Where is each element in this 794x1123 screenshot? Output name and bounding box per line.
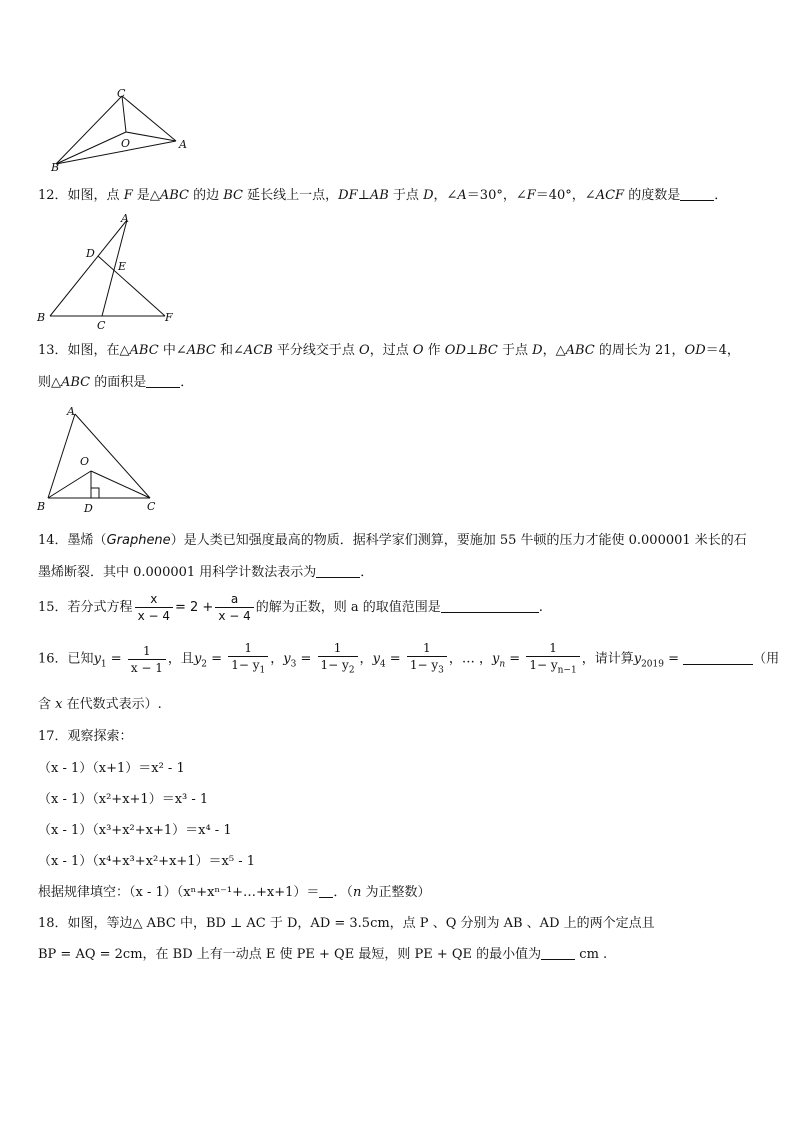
q12-text: 如图，点 — [67, 188, 124, 203]
label-c: C — [147, 500, 156, 513]
q16-text: = — [505, 651, 525, 667]
q12-text: 的边 — [189, 188, 224, 203]
q17-text: 根据规律填空：（x - 1）（xⁿ+xⁿ⁻¹+…+x+1）＝ — [38, 885, 320, 900]
q12-var: ACF — [595, 188, 625, 203]
answer-blank-15[interactable] — [441, 600, 539, 613]
fraction-numerator: 1 — [407, 640, 447, 657]
figure-q13 — [34, 402, 164, 516]
q13-var: D — [532, 343, 543, 358]
label-b: B — [37, 311, 46, 324]
q13-text: 的周长为 21， — [594, 343, 685, 358]
label-c: C — [117, 87, 126, 100]
q13-var: OD — [684, 343, 706, 358]
q16-text: 已知 — [67, 651, 94, 667]
label-f: F — [165, 311, 173, 324]
q16-text: ，请计算 — [581, 651, 634, 667]
answer-blank-14[interactable] — [316, 565, 360, 578]
label-d: D — [84, 502, 93, 515]
question-13-line-1 — [38, 343, 740, 359]
q12-text: ＝40°，∠ — [535, 188, 596, 203]
label-d: D — [86, 247, 95, 260]
q13-text: ，△ — [542, 343, 566, 358]
question-14-line-1 — [38, 533, 747, 549]
label-o: O — [121, 137, 131, 150]
q13-text: ． — [180, 375, 194, 390]
label-c: C — [97, 319, 106, 332]
q16-sub: 2 — [201, 659, 208, 670]
fraction-y4 — [407, 640, 447, 678]
q12-text: ＝30°，∠ — [466, 188, 527, 203]
q12-text: ． — [714, 188, 728, 203]
q15-text: 若分式方程 — [67, 600, 133, 615]
q16-text: = — [385, 651, 405, 667]
q18-number: 18． — [38, 916, 68, 931]
q16-var: y — [193, 651, 202, 667]
q17-text: 观察探索： — [67, 729, 133, 744]
q16-text: ，且 — [167, 651, 194, 667]
q12-var: A — [457, 188, 467, 203]
q14-number: 14． — [38, 533, 68, 548]
q13-var: O — [359, 343, 370, 358]
label-e: E — [118, 260, 127, 273]
fraction-numerator: x — [135, 591, 173, 608]
q15-text: 的解为正数，则 a 的取值范围是 — [255, 600, 441, 615]
q13-var: ABC — [61, 375, 91, 390]
q12-text: 的度数是 — [624, 188, 681, 203]
fraction-denominator: x − 4 — [137, 609, 170, 623]
label-a: A — [179, 138, 187, 151]
q16-sub: 3 — [290, 659, 297, 670]
q16-sub: n — [499, 659, 506, 670]
q13-var: BC — [478, 343, 498, 358]
q13-text: 作 — [423, 343, 445, 358]
q12-text: ⊥ — [357, 188, 370, 203]
q12-var: AB — [369, 188, 389, 203]
q17-text: ．（ — [333, 885, 353, 900]
fraction-numerator: a — [215, 591, 253, 608]
q18-text: 如图，等边△ ABC 中，BD ⊥ AC 于 D，AD = 3.5cm，点 P 、Q 分别为 AB 、AD 上的两个定点且 — [67, 916, 655, 931]
q16-text: = — [106, 651, 126, 667]
q16-sub: 4 — [379, 659, 386, 670]
fraction-denominator — [228, 657, 268, 678]
q13-var: ABC — [565, 343, 595, 358]
label-a: A — [121, 212, 129, 225]
q13-text: 的面积是 — [90, 375, 147, 390]
label-b: B — [37, 500, 46, 513]
den-sub: n−1 — [557, 665, 577, 676]
q13-text: 平分线交于点 — [272, 343, 360, 358]
q16-sub: 1 — [100, 659, 107, 670]
q12-text: 于点 — [388, 188, 424, 203]
q16-var: y — [372, 651, 380, 667]
q12-text: 延长线上一点， — [243, 188, 339, 203]
q15-number: 15． — [38, 600, 68, 615]
q18-text: cm . — [575, 947, 608, 962]
q14-text: 墨烯（ — [67, 533, 107, 548]
question-16-line-1: 16．已知$y_1$ = $\frac{1}{x - 1}$ ，且$y_2$ = $\frac{1}{1- y_1}$ ，$y_3$ = $\frac{1}{1- y_2}$ ，$y_4$ = $\frac{1}{1- y_3}$ ，… ，$y_n$ = $\frac{1}{1- y_{n-1}}$ ，请计算$y_{2019}$ = （用 — [38, 640, 779, 682]
q13-text: 和∠ — [215, 343, 244, 358]
den-text: 1− y — [529, 658, 558, 672]
q16-text: ，… ， — [448, 651, 492, 667]
fraction-numerator: 1 — [228, 640, 268, 657]
q12-number: 12． — [38, 188, 68, 203]
q13-text: 于点 — [497, 343, 533, 358]
q12-var: ABC — [159, 188, 189, 203]
q13-number: 13． — [38, 343, 68, 358]
q16-var: y — [283, 651, 291, 667]
fraction-numerator: 1 — [128, 643, 166, 660]
answer-blank-16[interactable] — [683, 652, 753, 665]
q17-var: n — [352, 885, 362, 900]
question-15 — [38, 590, 543, 626]
den-text: 1− y — [409, 658, 439, 672]
q16-var: x — [55, 697, 63, 712]
q16-number: 16． — [38, 651, 68, 667]
den-text: 1− y — [231, 658, 260, 672]
den-sub: 3 — [438, 665, 444, 676]
q13-var: ABC — [186, 343, 216, 358]
q14-text: ． — [360, 565, 374, 580]
question-16-line-2 — [38, 697, 162, 713]
q13-var: ACB — [243, 343, 273, 358]
answer-blank-13[interactable] — [146, 375, 180, 388]
q13-text: 则△ — [38, 375, 61, 390]
answer-blank-18[interactable] — [541, 947, 575, 960]
figure-q12 — [34, 210, 184, 334]
q16-sub: 2019 — [641, 659, 664, 670]
q14-text: ）是人类已知强度最高的物质．据科学家们测算，要施加 55 牛顿的压力才能使 0.000001 米长的石 — [170, 533, 747, 548]
q13-text: ＝4， — [705, 343, 740, 358]
label-b: B — [51, 161, 60, 174]
q18-text: BP = AQ = 2cm，在 BD 上有一动点 E 使 PE + QE 最短，则 PE + QE 的最小值为 — [38, 947, 542, 962]
den-text: 1− y — [320, 658, 349, 672]
fraction-y1 — [128, 643, 166, 676]
question-18-line-1 — [38, 916, 655, 932]
q15-text: = 2 + — [174, 600, 214, 615]
fraction-yn — [526, 640, 579, 678]
q14-text: 墨烯断裂．其中 0.000001 用科学计数法表示为 — [38, 565, 317, 580]
q12-text: ，∠ — [433, 188, 458, 203]
q16-var: y — [492, 651, 500, 667]
question-13-line-2 — [38, 375, 193, 391]
q13-text: ⊥ — [465, 343, 479, 358]
fraction-denominator — [526, 657, 579, 678]
q16-text: （用 — [753, 651, 780, 667]
q14-term: Graphene — [106, 533, 171, 548]
q16-text: = — [663, 651, 684, 667]
q16-text: = — [296, 651, 316, 667]
q17-number: 17． — [38, 729, 68, 744]
q15-text: . — [538, 600, 543, 615]
label-o: O — [80, 455, 90, 468]
answer-blank-17[interactable] — [319, 885, 333, 898]
fraction-numerator: 1 — [318, 640, 358, 657]
q16-text: 含 — [38, 697, 56, 712]
q17-text: 为正整数） — [361, 885, 431, 900]
fraction-denominator: x − 4 — [218, 609, 251, 623]
fraction-x-over-x-minus-4 — [135, 591, 173, 624]
question-12 — [38, 188, 727, 204]
q13-var: OD — [444, 343, 466, 358]
question-17-rule — [38, 885, 430, 901]
q16-text: 在代数式表示）. — [62, 697, 162, 712]
fraction-numerator: 1 — [526, 640, 579, 657]
q13-text: ，过点 — [369, 343, 413, 358]
q13-text: 如图，在△ — [67, 343, 130, 358]
fraction-y3 — [318, 640, 358, 678]
q16-text: = — [207, 651, 227, 667]
label-a: A — [67, 405, 75, 418]
q12-var: BC — [223, 188, 244, 203]
question-17-title — [38, 729, 133, 745]
q17-row: （x - 1）（x²+x+1）＝x³ - 1 — [38, 792, 209, 807]
q17-row: （x - 1）（x³+x²+x+1）＝x⁴ - 1 — [38, 823, 232, 838]
fraction-y2 — [228, 640, 268, 678]
question-18-line-2 — [38, 947, 607, 963]
q16-var: y — [633, 651, 642, 667]
den-sub: 2 — [348, 665, 355, 676]
q13-var: ABC — [129, 343, 159, 358]
fraction-a-over-x-minus-4 — [215, 591, 253, 624]
den-sub: 1 — [259, 665, 266, 676]
q13-var: O — [412, 343, 424, 358]
figure-q11 — [48, 84, 198, 174]
q17-row: （x - 1）（x+1）＝x² - 1 — [38, 761, 185, 776]
fraction-denominator — [318, 657, 358, 678]
question-14-line-2 — [38, 565, 373, 581]
q12-var: F — [123, 188, 133, 203]
q12-var: DF — [338, 188, 358, 203]
q12-text: 是△ — [132, 188, 160, 203]
q12-var: D — [423, 188, 434, 203]
q12-var: F — [526, 188, 536, 203]
answer-blank-12[interactable] — [680, 188, 714, 201]
q13-text: 中∠ — [158, 343, 187, 358]
q16-var: y — [93, 651, 101, 667]
fraction-denominator: x − 1 — [130, 660, 163, 675]
fraction-denominator — [407, 657, 447, 678]
q17-row: （x - 1）（x⁴+x³+x²+x+1）＝x⁵ - 1 — [38, 854, 256, 869]
